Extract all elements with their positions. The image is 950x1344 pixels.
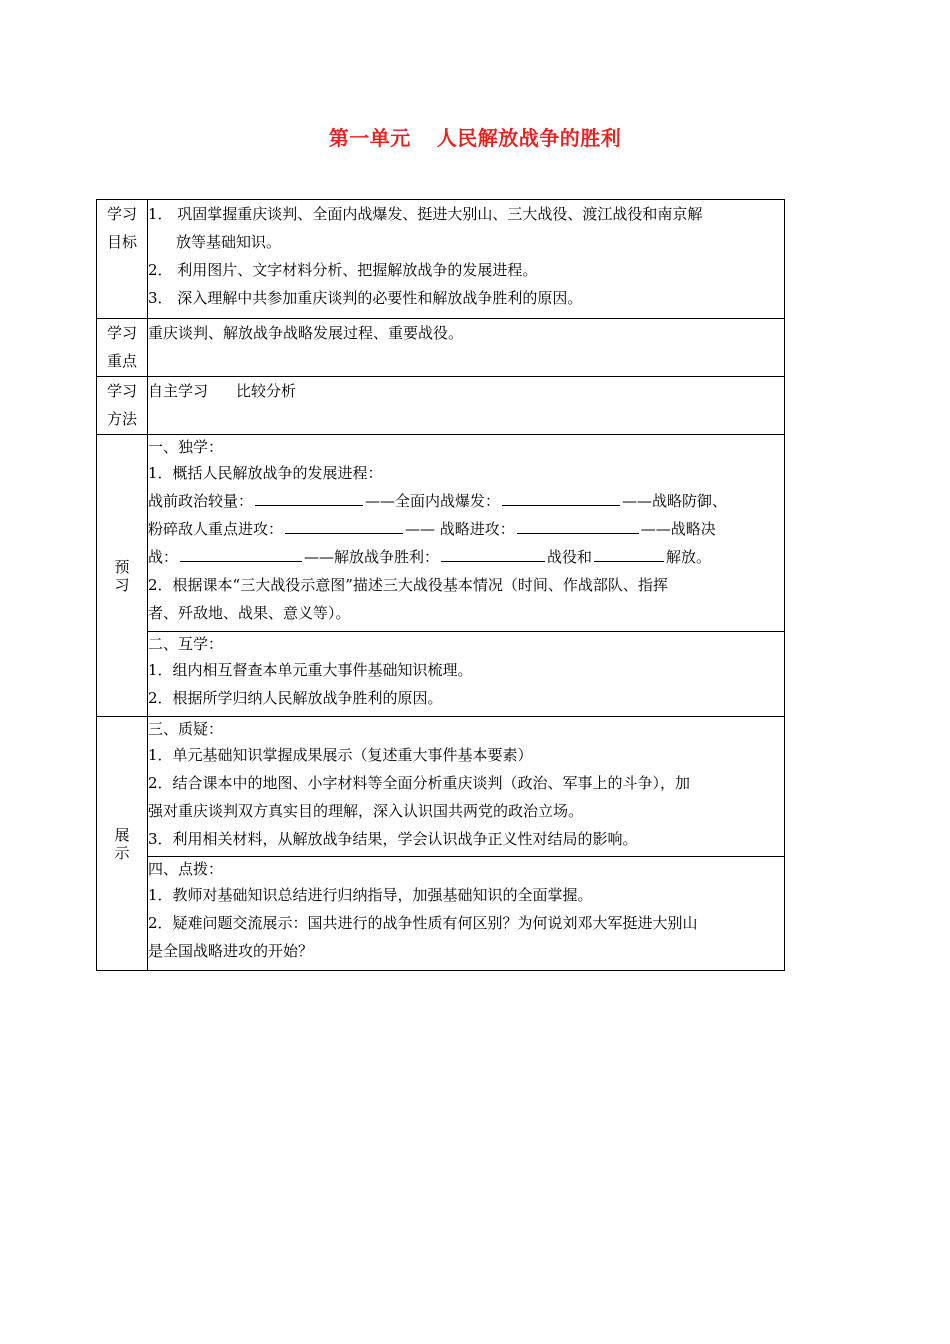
blank-field[interactable] — [517, 516, 639, 534]
row-preview-self — [97, 435, 785, 632]
section-heading: 三、质疑： — [148, 720, 224, 738]
page-title — [0, 122, 950, 151]
label-method: 学习 方法 — [97, 377, 148, 435]
row-show-question — [97, 717, 785, 857]
question-item: 1．单元基础知识掌握成果展示（复述重大事件基本要素） — [148, 746, 533, 764]
focus-content — [148, 319, 785, 377]
blank-field[interactable] — [441, 544, 545, 562]
question-2-cont: 者、歼敌地、战果、意义等）。 — [148, 604, 351, 622]
blank-field[interactable] — [594, 544, 664, 562]
section-heading: 一、独学： — [148, 438, 224, 456]
method-self-study: 自主学习 — [148, 382, 209, 400]
row-show-guide — [97, 857, 785, 971]
row-focus — [97, 319, 785, 377]
question-item: 2．结合课本中的地图、小字材料等全面分析重庆谈判（政治、军事上的斗争），加 — [148, 774, 691, 792]
row-preview-mutual — [97, 632, 785, 717]
goal-item: 1． 巩固掌握重庆谈判、全面内战爆发、挺进大别山、三大战役、渡江战役和南京解 — [148, 205, 703, 223]
label-preview: 预 习 — [97, 435, 148, 717]
goal-item: 3． 深入理解中共参加重庆谈判的必要性和解放战争胜利的原因。 — [148, 289, 583, 307]
fill-line-2: 粉碎敌人重点进攻： —— 战略进攻： ——战略决 — [148, 515, 784, 543]
mutual-item: 1．组内相互督查本单元重大事件基础知识梳理。 — [148, 661, 473, 679]
question-item-cont: 强对重庆谈判双方真实目的理解，深入认识国共两党的政治立场。 — [148, 802, 584, 820]
row-method — [97, 377, 785, 435]
show-question-content — [148, 717, 785, 857]
section-heading: 四、点拨： — [148, 860, 224, 878]
question-1: 1．概括人民解放战争的发展进程： — [148, 464, 383, 482]
blank-field[interactable] — [255, 488, 363, 506]
study-plan-table — [96, 199, 785, 971]
label-show: 展 示 — [97, 717, 148, 971]
section-heading: 二、互学： — [148, 635, 224, 653]
blank-field[interactable] — [285, 516, 403, 534]
title-topic: 人民解放战争的胜利 — [436, 126, 622, 150]
guide-item-cont: 是全国战略进攻的开始？ — [148, 942, 314, 960]
method-compare: 比较分析 — [236, 382, 297, 400]
focus-text: 重庆谈判、解放战争战略发展过程、重要战役。 — [148, 324, 464, 342]
question-item: 3．利用相关材料，从解放战争结果，学会认识战争正义性对结局的影响。 — [148, 830, 638, 848]
goal-item: 2． 利用图片、文字材料分析、把握解放战争的发展进程。 — [148, 261, 538, 279]
fill-line-1: 战前政治较量： ——全面内战爆发： ——战略防御、 — [148, 487, 784, 515]
guide-item: 1．教师对基础知识总结进行归纳指导，加强基础知识的全面掌握。 — [148, 886, 593, 904]
question-2: 2．根据课本“三大战役示意图”描述三大战役基本情况（时间、作战部队、指挥 — [148, 576, 668, 594]
title-unit: 第一单元 — [328, 126, 411, 150]
blank-field[interactable] — [180, 544, 302, 562]
label-goals: 学习 目标 — [97, 200, 148, 319]
preview-self-content — [148, 435, 785, 632]
method-content — [148, 377, 785, 435]
mutual-item: 2．根据所学归纳人民解放战争胜利的原因。 — [148, 689, 443, 707]
label-focus: 学习 重点 — [97, 319, 148, 377]
preview-mutual-content — [148, 632, 785, 717]
fill-line-3: 战： ——解放战争胜利： 战役和 解放。 — [148, 543, 784, 571]
row-goals — [97, 200, 785, 319]
show-guide-content — [148, 857, 785, 971]
guide-item: 2．疑难问题交流展示：国共进行的战争性质有何区别？为何说刘邓大军挺进大别山 — [148, 914, 698, 932]
blank-field[interactable] — [502, 488, 620, 506]
goal-item: 放等基础知识。 — [176, 233, 282, 251]
goals-content — [148, 200, 785, 319]
